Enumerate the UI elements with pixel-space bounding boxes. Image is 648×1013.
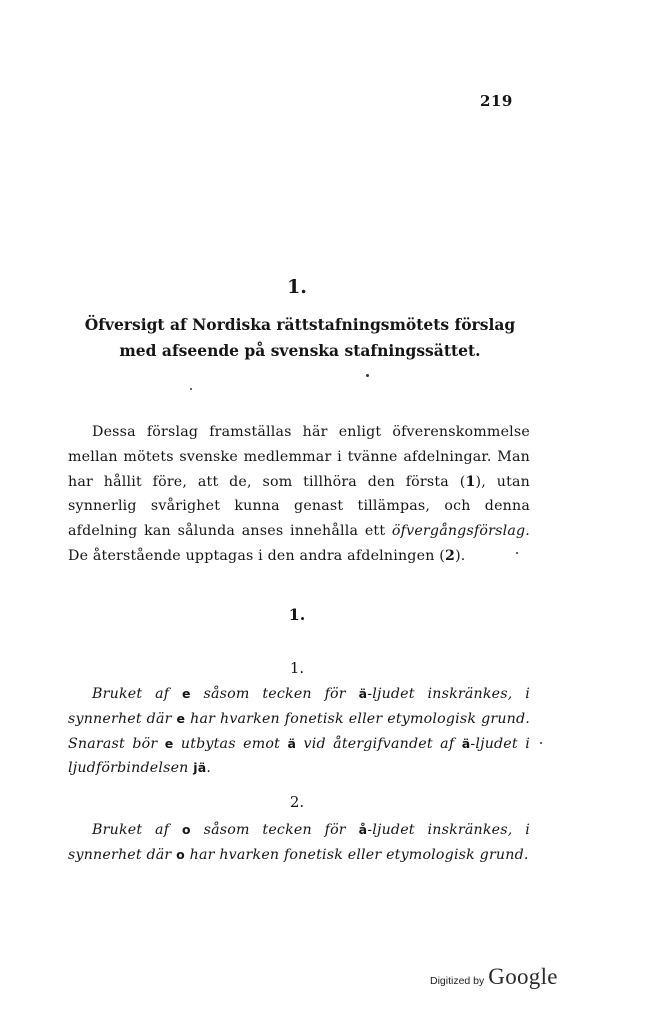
rule-2-text: Bruket af	[92, 822, 182, 838]
rule-number-2: 2.	[289, 793, 305, 811]
rule-paragraph-2	[68, 818, 530, 868]
intro-term: öfvergångsförslag.	[391, 523, 530, 540]
rule-2-text: såsom tecken för	[190, 822, 359, 838]
rule-1-letter: ä	[358, 686, 368, 701]
rule-1-text: vid återgifvandet af	[296, 735, 462, 752]
chapter-title	[80, 312, 520, 364]
scan-speck	[516, 552, 518, 554]
rule-1-text: Bruket af	[92, 686, 183, 702]
intro-paragraph	[68, 420, 530, 569]
digitized-by-watermark	[430, 964, 558, 990]
rule-1-letter: ä	[461, 735, 471, 751]
rule-1-text: -ljudet i ljudförbindelsen	[68, 735, 530, 777]
digitized-by-label: Digitized by	[430, 975, 485, 987]
rule-1-text: utbytas emot	[173, 735, 288, 752]
scan-speck	[190, 388, 192, 390]
intro-text-4: ).	[455, 547, 466, 564]
rule-paragraph-1	[68, 682, 530, 781]
google-logo: Google	[488, 964, 558, 989]
rule-1-letter: ä	[287, 735, 297, 751]
rule-1-text: .	[206, 760, 212, 777]
section-number: 1.	[287, 276, 307, 298]
rule-1-letter: e	[182, 686, 191, 701]
rule-2-letter: o	[176, 846, 185, 862]
rule-1-letter: e	[164, 735, 174, 751]
intro-text-2: ), utan synnerlig svårighet kunna genast tillämpas, och denna afdelning kan sålunda anses innehålla ett	[68, 473, 531, 540]
rule-1-text: -ljudet inskränkes, i synnerhet där	[68, 686, 530, 727]
chapter-title-line-2: med afseende på svenska stafningssättet.	[119, 341, 481, 360]
rule-number-1: 1.	[289, 659, 305, 677]
rule-1-text: såsom tecken för	[190, 686, 359, 702]
intro-ref-2: 2	[444, 547, 456, 564]
rule-1-letter: jä	[193, 760, 207, 776]
rule-1-letter: e	[176, 710, 186, 726]
intro-ref-1: 1	[465, 473, 476, 490]
subsection-number: 1.	[288, 605, 306, 624]
rule-2-letter: å	[358, 822, 368, 837]
page-number: 219	[480, 92, 513, 110]
rule-2-text: har hvarken fonetisk eller etymologisk grund.	[184, 846, 529, 863]
intro-text-3: De återstående upptagas i den andra afdelningen (	[68, 547, 445, 564]
scan-speck	[540, 742, 542, 744]
scan-speck	[366, 374, 369, 377]
rule-1-text: har hvarken fonetisk eller etymologisk grund. Snarast bör	[68, 710, 530, 752]
rule-2-text: -ljudet inskränkes, i synnerhet där	[68, 822, 530, 863]
chapter-title-line-1: Öfversigt af Nordiska rättstafningsmötets förslag	[84, 315, 516, 334]
rule-2-letter: o	[181, 822, 191, 837]
intro-text-1: Dessa förslag framställas här enligt öfverenskommelse mellan mötets svenske medlemmar i tvänne afdelningar. Man har hållit före, att de, som tillhöra den första (	[68, 424, 530, 490]
